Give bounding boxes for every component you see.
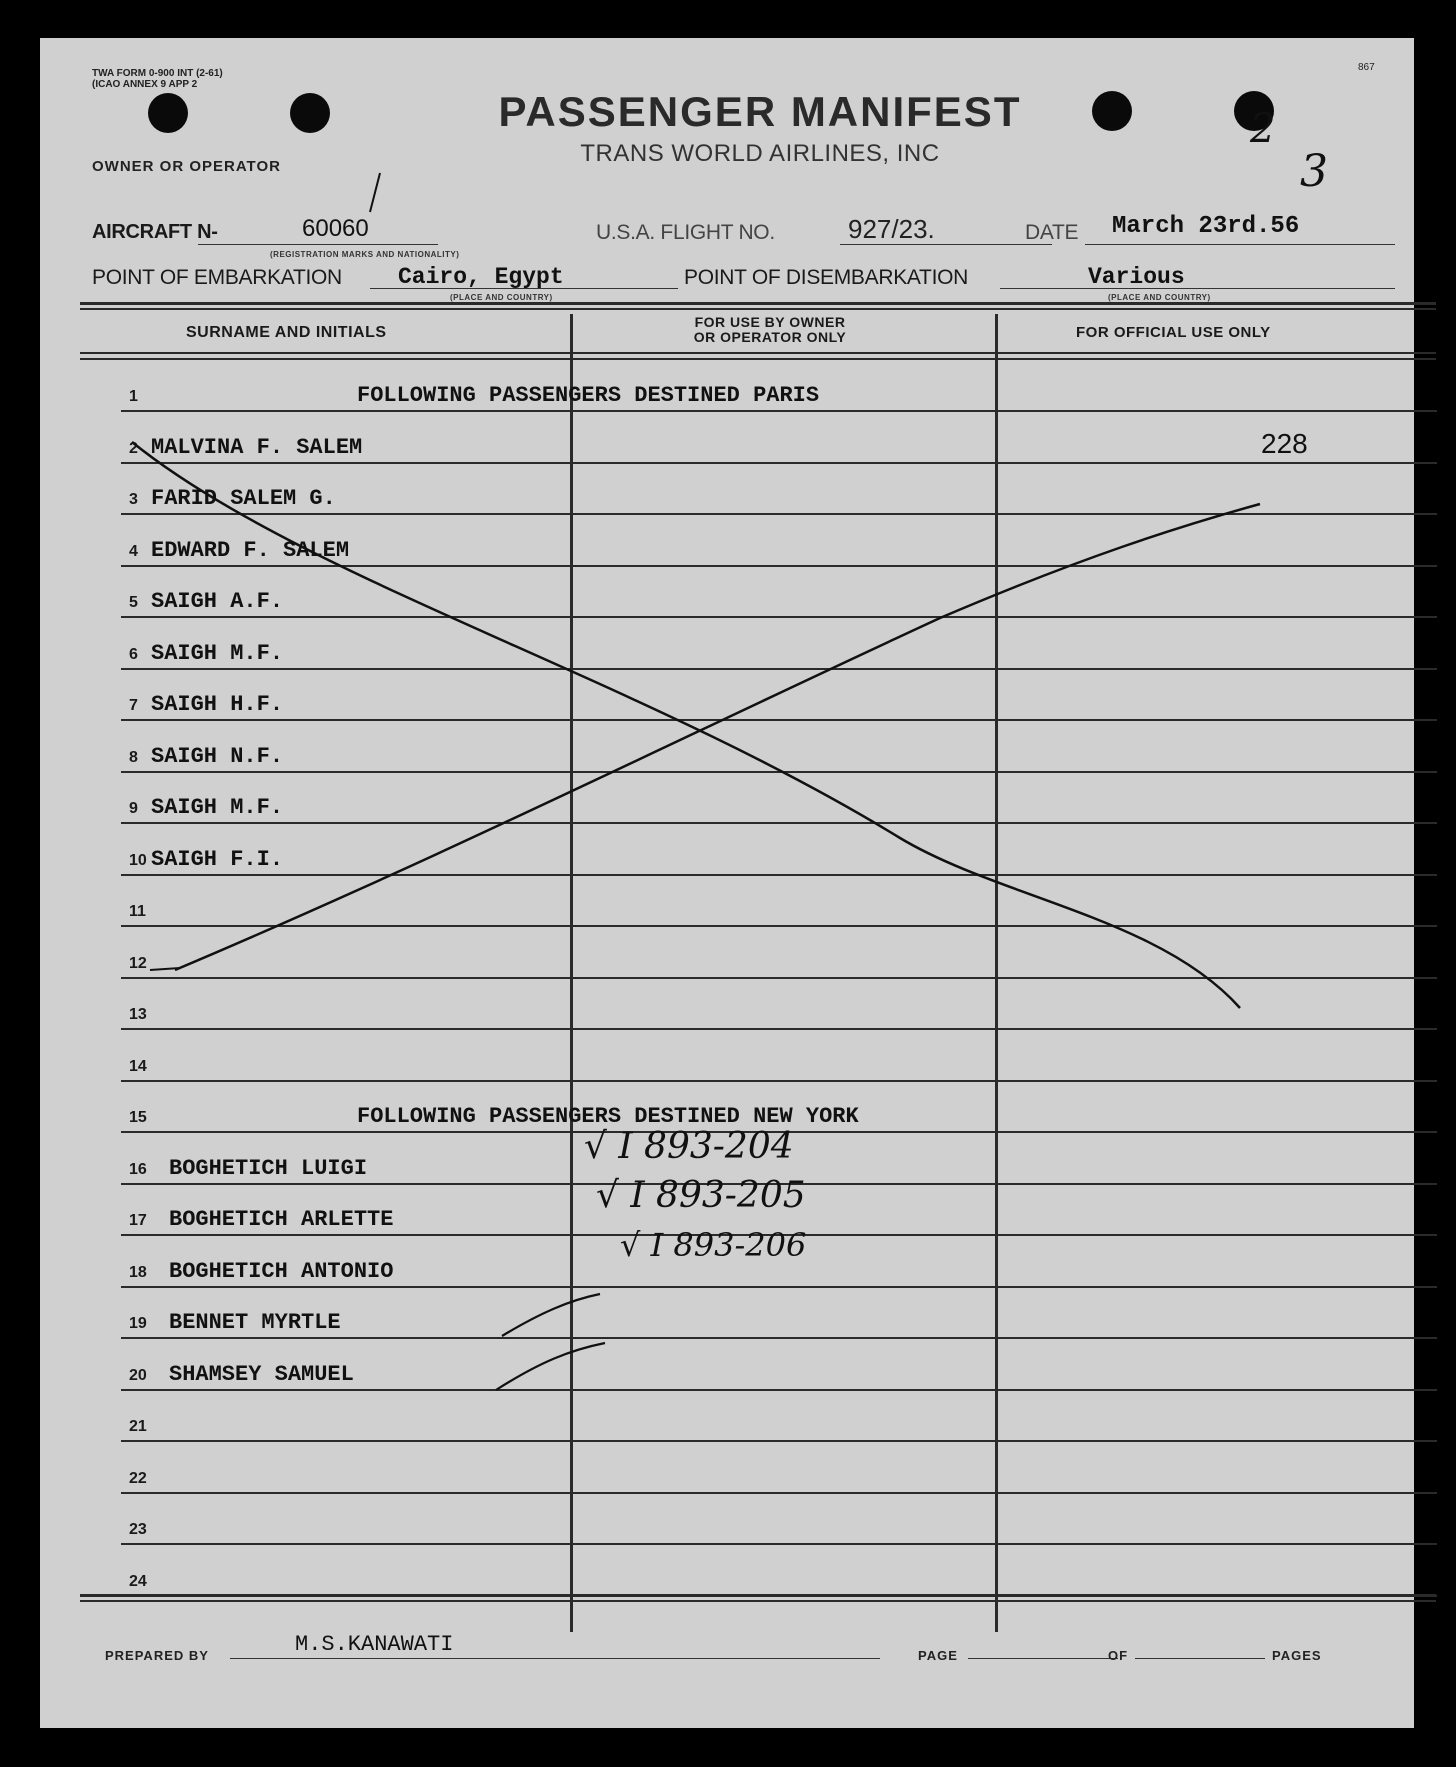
row-number: 4	[129, 542, 138, 560]
passenger-name: BOGHETICH ARLETTE	[169, 1207, 394, 1232]
row-number: 20	[129, 1366, 147, 1384]
disembarkation-value: Various	[1088, 264, 1185, 290]
row-number: 14	[129, 1057, 147, 1075]
row-number: 18	[129, 1263, 147, 1281]
row-number: 5	[129, 594, 138, 611]
aircraft-label: AIRCRAFT N-	[92, 221, 218, 243]
passenger-name: SAIGH N.F.	[151, 743, 284, 769]
passenger-name: BOGHETICH LUIGI	[169, 1155, 368, 1181]
row-number: 12	[129, 954, 147, 972]
column-header-owner-line1: FOR USE BY OWNER	[694, 314, 846, 330]
disembarkation-label: POINT OF DISEMBARKATION	[684, 266, 969, 289]
corner-number: 867	[1358, 62, 1375, 73]
row-number: 3	[129, 491, 138, 508]
column-header-owner-line2: OR OPERATOR ONLY	[693, 329, 847, 345]
row-number: 1	[129, 388, 138, 405]
column-header-surname: SURNAME AND INITIALS	[186, 324, 387, 341]
form-number-line1: TWA FORM 0-900 INT (2-61)	[92, 68, 223, 79]
embarkation-label: POINT OF EMBARKATION	[92, 266, 342, 289]
cross-out-stroke	[132, 442, 1240, 1008]
embarkation-sublabel: (PLACE AND COUNTRY)	[450, 293, 553, 302]
passenger-name: SAIGH F.I.	[151, 846, 284, 872]
passenger-name: SAIGH H.F.	[151, 692, 284, 717]
of-label: OF	[1108, 1648, 1129, 1663]
row-number: 8	[129, 748, 138, 766]
passenger-name: SAIGH M.F.	[151, 795, 284, 820]
passenger-name: BOGHETICH ANTONIO	[169, 1258, 394, 1284]
tick-stroke	[502, 1294, 600, 1336]
pages-label: PAGES	[1272, 1648, 1322, 1663]
row-number: 6	[129, 645, 138, 663]
row-number: 17	[129, 1212, 147, 1229]
row-number: 7	[129, 697, 138, 714]
date-value: March 23rd.56	[1112, 213, 1300, 240]
page-title: PASSENGER MANIFEST	[498, 88, 1022, 135]
passenger-name: BENNET MYRTLE	[169, 1310, 341, 1335]
passenger-name: SAIGH A.F.	[151, 589, 284, 614]
passenger-name: MALVINA F. SALEM	[151, 434, 363, 460]
destination-heading: FOLLOWING PASSENGERS DESTINED PARIS	[357, 383, 820, 408]
cross-out-stroke	[175, 504, 1260, 970]
row-number: 2	[129, 439, 138, 457]
destination-heading: FOLLOWING PASSENGERS DESTINED NEW YORK	[357, 1104, 859, 1129]
company-name: TRANS WORLD AIRLINES, INC	[580, 140, 940, 167]
manifest-page	[40, 38, 1414, 1728]
aircraft-value: 60060	[302, 215, 369, 242]
disembarkation-sublabel: (PLACE AND COUNTRY)	[1108, 293, 1211, 302]
handwritten-entry: √ I 893-206	[620, 1226, 807, 1264]
flight-value: 927/23.	[848, 214, 935, 244]
handwriting-overlay	[40, 38, 1414, 1728]
date-label: DATE	[1025, 221, 1079, 244]
row-number: 13	[129, 1006, 147, 1023]
passenger-name: SAIGH M.F.	[151, 640, 284, 666]
tick-stroke	[496, 1343, 605, 1390]
row-number: 24	[129, 1572, 147, 1590]
row-number: 9	[129, 800, 138, 817]
handwritten-entry: √ I 893-205	[596, 1175, 806, 1216]
handwritten-mark: 2	[1250, 106, 1276, 152]
handwritten-entry: √ I 893-204	[584, 1126, 794, 1167]
passenger-name: SHAMSEY SAMUEL	[169, 1361, 354, 1387]
prepared-by-label: PREPARED BY	[105, 1648, 209, 1663]
embarkation-value: Cairo, Egypt	[398, 264, 564, 290]
passenger-name: FARID SALEM G.	[151, 486, 336, 511]
column-header-official: FOR OFFICIAL USE ONLY	[1076, 324, 1271, 341]
row-number: 21	[129, 1418, 147, 1435]
row-number: 19	[129, 1315, 147, 1332]
official-use-value: 228	[1261, 427, 1308, 459]
passenger-name: EDWARD F. SALEM	[151, 537, 350, 563]
row-number: 15	[129, 1109, 147, 1126]
aircraft-sublabel: (REGISTRATION MARKS AND NATIONALITY)	[270, 250, 460, 259]
row-number: 11	[129, 903, 146, 920]
row-number: 16	[129, 1160, 147, 1178]
owner-label: OWNER OR OPERATOR	[92, 158, 281, 175]
handwritten-mark: 3	[1300, 146, 1328, 197]
row-number: 22	[129, 1469, 147, 1487]
row-number: 23	[129, 1521, 147, 1538]
row-number: 10	[129, 851, 147, 869]
page-label: PAGE	[918, 1648, 958, 1663]
prepared-by-value: M.S.KANAWATI	[295, 1632, 454, 1657]
tick-stroke	[370, 173, 380, 212]
form-number-line2: (ICAO ANNEX 9 APP 2	[92, 79, 198, 90]
flight-label: U.S.A. FLIGHT NO.	[596, 221, 775, 244]
